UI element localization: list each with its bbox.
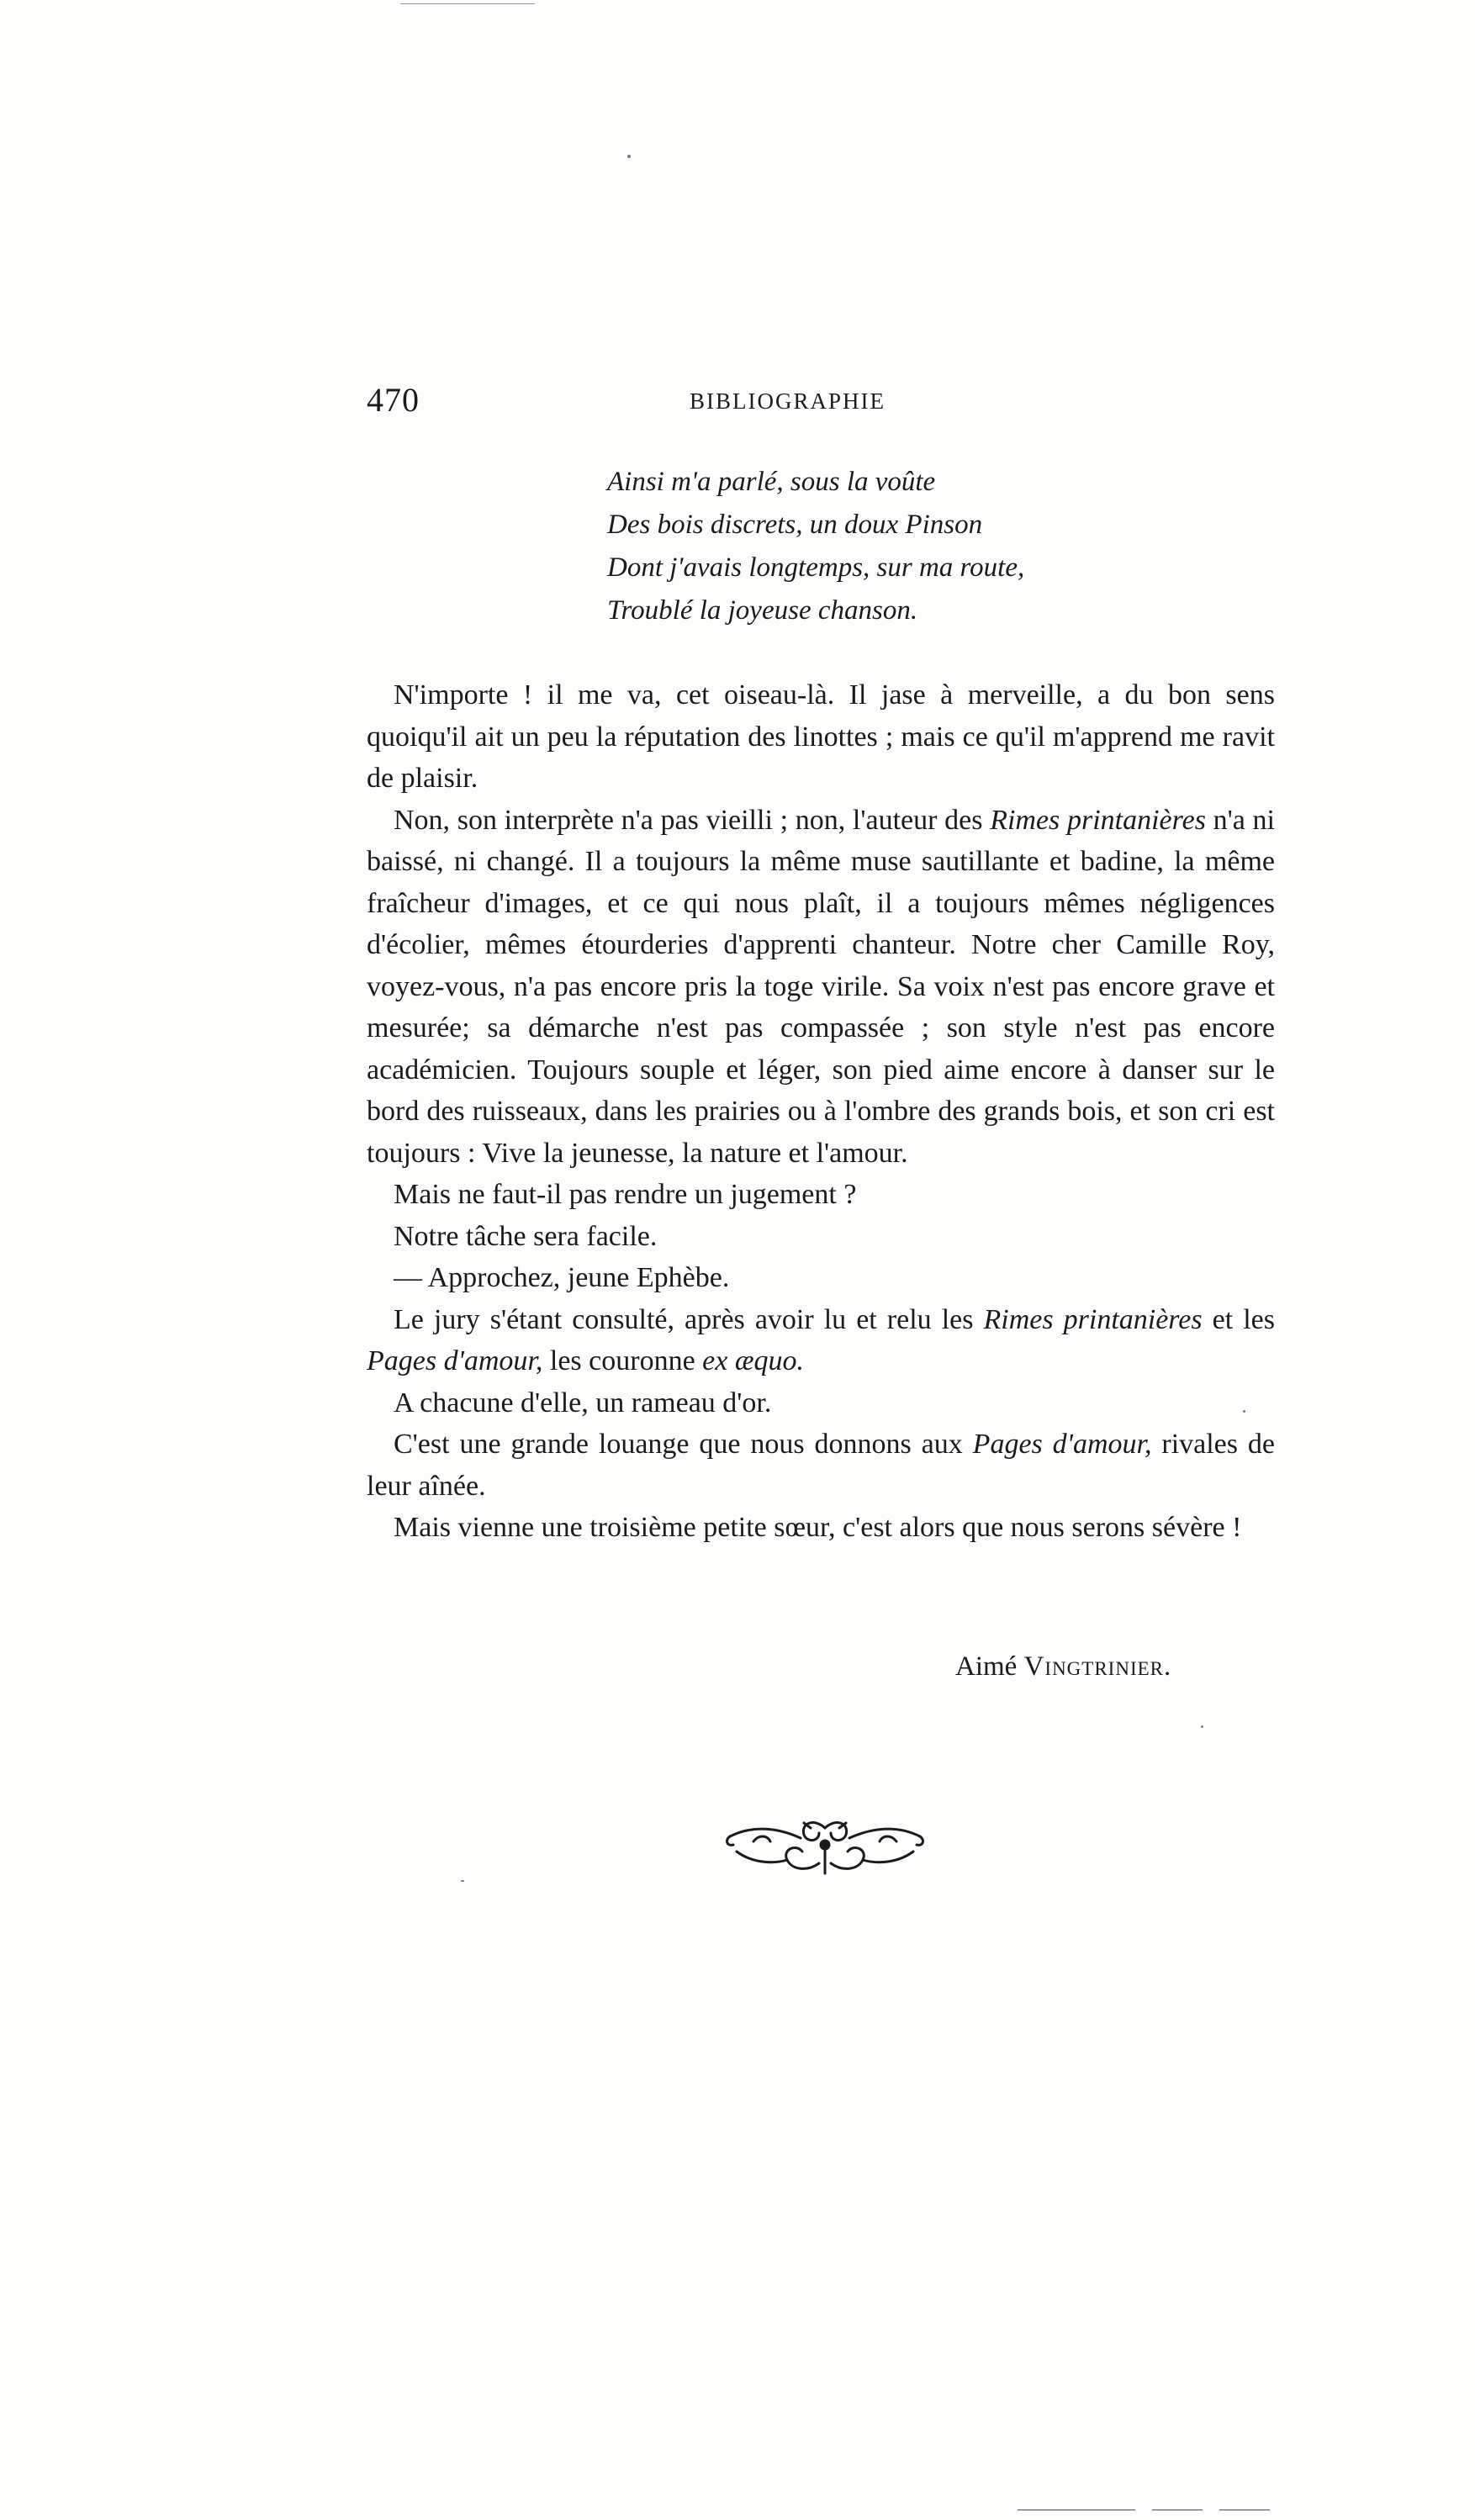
text-run: n'a ni baissé, ni changé. Il a toujours la même muse sautillante et badine, la même fraîcheur d'images, et ce qui nous plaît, il a toujours mêmes négligences d'écolier, mêmes étourderies d'apprenti chanteur. Notre cher Camille Roy, voyez-vous, n'a pas encore pris la toge virile. Sa voix n'est pas encore grave et mesurée; sa démarche n'est pas compassée ; son style n'est pas encore académicien. Toujours souple et léger, son pied aime encore à danser sur le bord des ruisseaux, dans les prairies ou à l'ombre des grands bois, et son cri est toujours : Vive la jeunesse, la nature et l'amour. [367, 804, 1275, 1169]
latin-phrase: ex æquo. [702, 1345, 805, 1376]
poem-line: Ainsi m'a parlé, sous la voûte [607, 467, 936, 497]
paragraph: — Approchez, jeune Ephèbe. [394, 1262, 730, 1293]
speck [627, 155, 631, 158]
speck [461, 1880, 464, 1882]
text-run: rivales de leur aînée. [367, 1429, 1275, 1502]
fleuron-ornament-icon [720, 1815, 930, 1885]
paragraph: A chacune d'elle, un rameau d'or. [394, 1387, 772, 1418]
paragraph [367, 1299, 1275, 1382]
speck [1201, 1725, 1203, 1728]
edge-rule [400, 3, 535, 4]
speck [1243, 1410, 1245, 1413]
poem-stanza [607, 461, 1024, 632]
signature-last-name: Vingtrinier. [1023, 1651, 1172, 1682]
text-run: les couronne [542, 1345, 703, 1376]
paragraph [367, 1424, 1275, 1507]
running-head: BIBLIOGRAPHIE [690, 388, 886, 414]
fleuron-ornament-svg [720, 1815, 930, 1882]
book-title: Pages d'amour, [367, 1345, 543, 1376]
poem-line: Dont j'avais longtemps, sur ma route, [607, 552, 1025, 583]
paragraph: Notre tâche sera facile. [394, 1220, 658, 1252]
edge-rule [1219, 2509, 1270, 2511]
book-title: Rimes printanières [983, 1303, 1203, 1335]
book-title: Pages d'amour, [972, 1429, 1152, 1460]
text-run: Le jury s'étant consulté, après avoir lu et relu les [394, 1303, 984, 1335]
text-run: Non, son interprète n'a pas vieilli ; non, l'auteur des [394, 804, 991, 836]
signature-first-name: Aimé [955, 1651, 1024, 1682]
poem-line: Des bois discrets, un doux Pinson [607, 510, 983, 540]
edge-rule [1018, 2509, 1135, 2511]
book-title: Rimes printanières [990, 804, 1206, 836]
signature [955, 1651, 1171, 1683]
paragraph: Mais vienne une troisième petite sœur, c'est alors que nous serons sévère ! [394, 1512, 1242, 1543]
text-run: C'est une grande louange que nous donnons aux [394, 1429, 973, 1460]
paragraph: Mais ne faut-il pas rendre un jugement ? [394, 1179, 857, 1210]
body-text [367, 674, 1275, 1549]
edge-rule [1152, 2509, 1203, 2511]
text-run: et les [1202, 1303, 1276, 1335]
paragraph: N'importe ! il me va, cet oiseau-là. Il jase à merveille, a du bon sens quoiqu'il ait un peu la réputation des linottes ; mais ce qu'il m'apprend me ravit de plaisir. [367, 679, 1275, 794]
page-number: 470 [367, 381, 420, 419]
paragraph [367, 800, 1275, 1175]
poem-line: Troublé la joyeuse chanson. [607, 595, 918, 626]
